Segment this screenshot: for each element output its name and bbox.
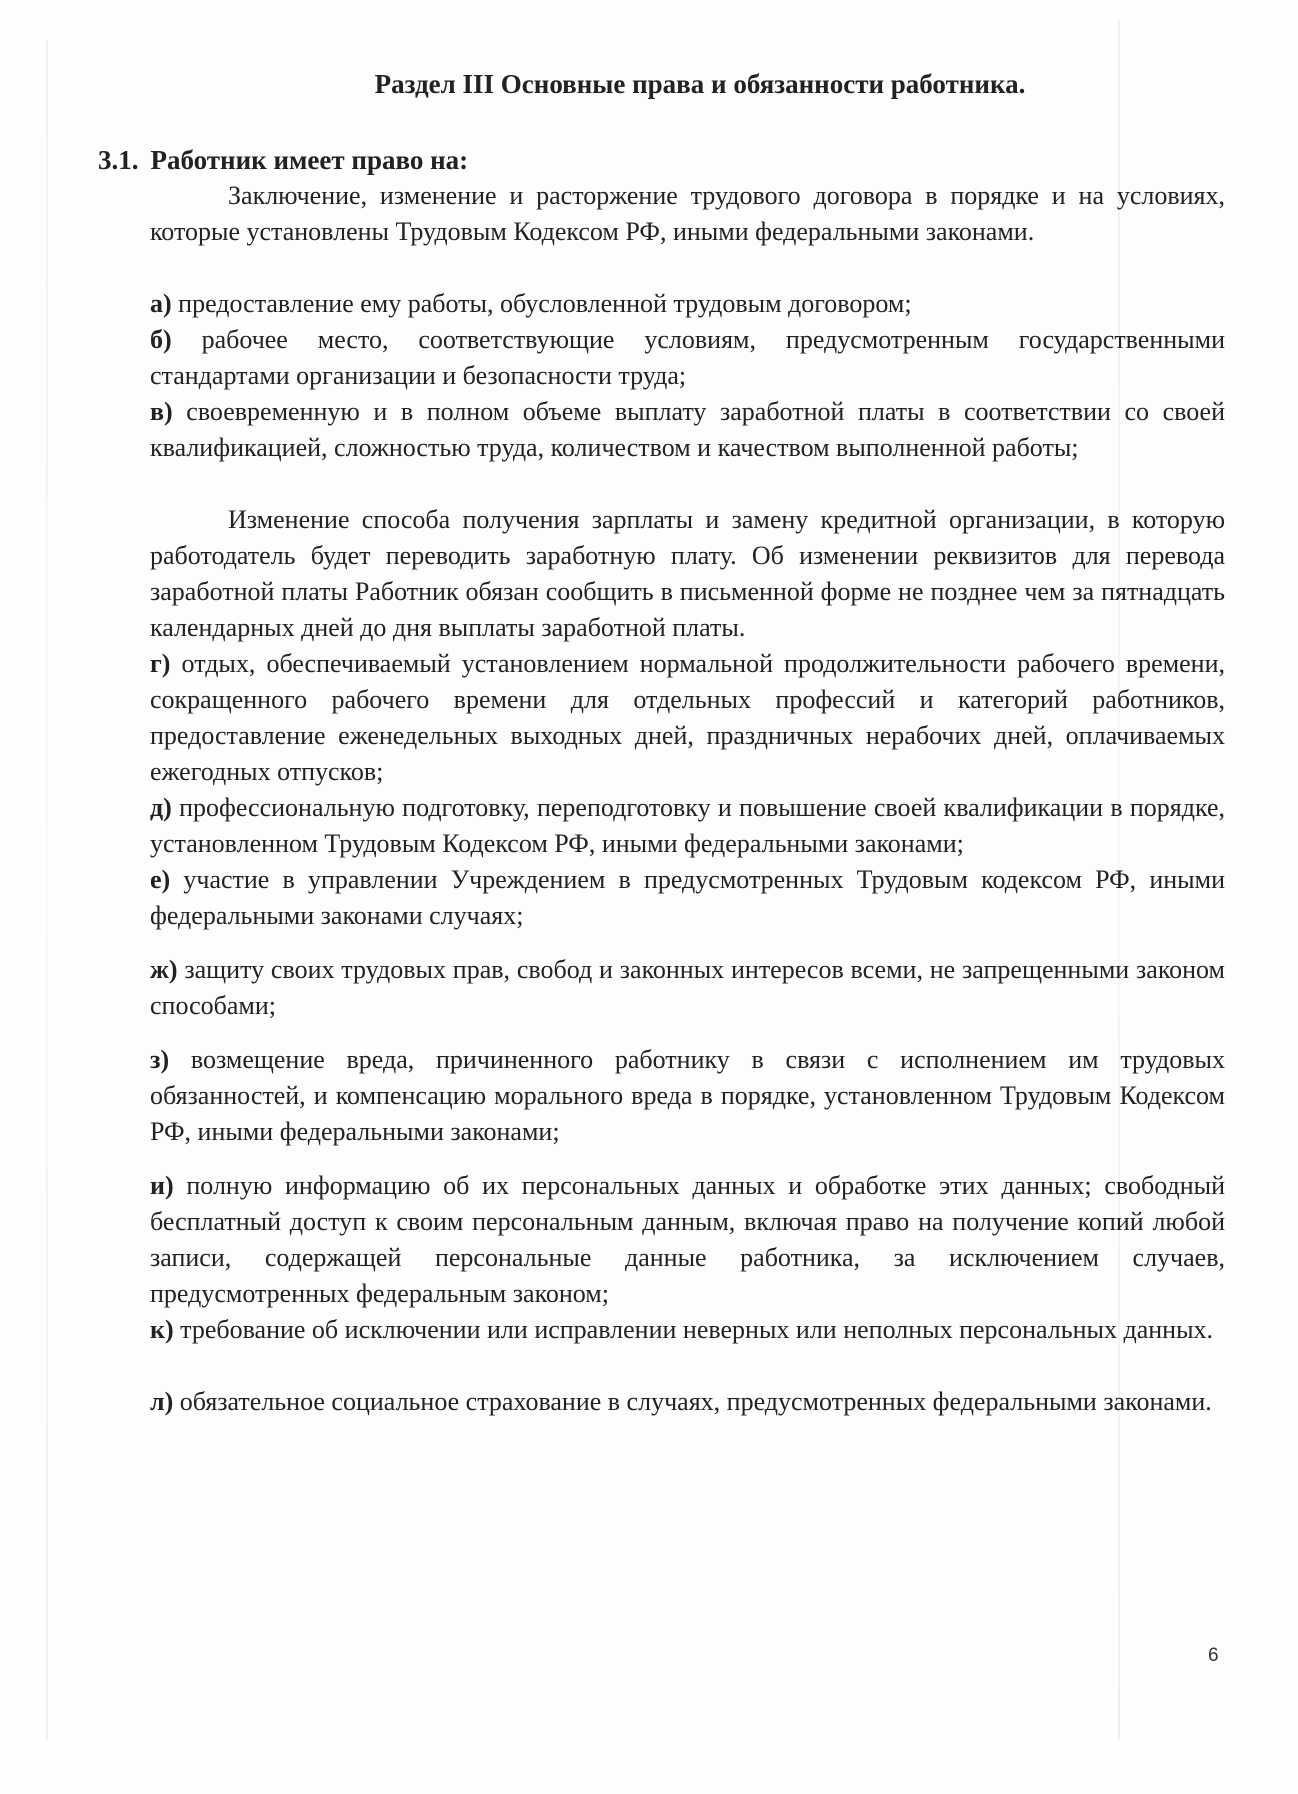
clause-number: 3.1. xyxy=(98,145,139,175)
intro-paragraph: Заключение, изменение и расторжение трудового договора в порядке и на условиях, которые установлены Трудовым Кодексом РФ, иными федеральными законами. xyxy=(150,181,1225,246)
item-letter: з) xyxy=(150,1045,170,1074)
item-text: профессиональную подготовку, переподготовку и повышение своей квалификации в порядке, установленном Трудовым Кодексом РФ, иными федеральными законами; xyxy=(150,793,1226,858)
item-letter: б) xyxy=(150,325,172,354)
item-text: участие в управлении Учреждением в предусмотренных Трудовым кодексом РФ, иными федеральными законами случаях; xyxy=(150,865,1225,930)
item-letter: л) xyxy=(150,1387,174,1416)
item-letter: в) xyxy=(150,397,173,426)
salary-paragraph: Изменение способа получения зарплаты и замену кредитной организации, в которую работодатель будет переводить заработную плату. Об изменении реквизитов для перевода заработной платы Работник обязан сообщить в письменной форме не позднее чем за пятнадцать календарных дней до дня выплаты заработной платы. xyxy=(150,505,1225,642)
item-k xyxy=(150,1312,1225,1348)
clause-heading xyxy=(98,142,468,178)
item-d xyxy=(150,790,1225,862)
item-i xyxy=(150,1168,1225,1312)
item-z xyxy=(150,1042,1225,1150)
item-letter: ж) xyxy=(150,955,178,984)
item-text: рабочее место, соответствующие условиям, предусмотренным государственными стандартами организации и безопасности труда; xyxy=(150,325,1226,390)
item-l xyxy=(150,1384,1225,1420)
item-e xyxy=(150,862,1225,934)
item-letter: г) xyxy=(150,649,171,678)
clause-heading-text: Работник имеет право на: xyxy=(150,145,469,175)
item-letter: к) xyxy=(150,1315,174,1344)
item-b xyxy=(150,322,1225,394)
item-letter: д) xyxy=(150,793,172,822)
item-zh xyxy=(150,952,1225,1024)
item-letter: е) xyxy=(150,865,171,894)
item-g xyxy=(150,646,1225,790)
item-text: полную информацию об их персональных данных и обработке этих данных; свободный бесплатный доступ к своим персональным данным, включая право на получение копий любой записи, содержащей персональные данные работника, за исключением случаев, предусмотренных федеральным законом; xyxy=(150,1171,1226,1308)
page-number: 6 xyxy=(1208,1645,1219,1666)
item-text: своевременную и в полном объеме выплату заработной платы в соответствии со своей квалификацией, сложностью труда, количеством и качеством выполненной работы; xyxy=(150,397,1225,462)
section-title: Раздел III Основные права и обязанности работника. xyxy=(374,69,1026,99)
item-a xyxy=(150,286,1225,322)
scan-edge-left xyxy=(46,40,48,1740)
item-text: отдых, обеспечиваемый установлением нормальной продолжительности рабочего времени, сокращенного рабочего времени для отдельных профессий и категорий работников, предоставление еженедельных выходных дней, праздничных нерабочих дней, оплачиваемых ежегодных отпусков; xyxy=(150,649,1226,786)
item-text: предоставление ему работы, обусловленной трудовым договором; xyxy=(178,289,912,318)
item-letter: а) xyxy=(150,289,172,318)
item-v xyxy=(150,394,1225,466)
item-text: требование об исключении или исправлении неверных или неполных персональных данных. xyxy=(180,1315,1214,1344)
item-text: защиту своих трудовых прав, свобод и законных интересов всеми, не запрещенными законом способами; xyxy=(150,955,1225,1020)
item-letter: и) xyxy=(150,1171,174,1200)
item-text: возмещение вреда, причиненного работнику в связи с исполнением им трудовых обязанностей, и компенсацию морального вреда в порядке, установленном Трудовым Кодексом РФ, иными федеральными законами; xyxy=(150,1045,1225,1146)
item-text: обязательное социальное страхование в случаях, предусмотренных федеральными законами. xyxy=(179,1387,1212,1416)
